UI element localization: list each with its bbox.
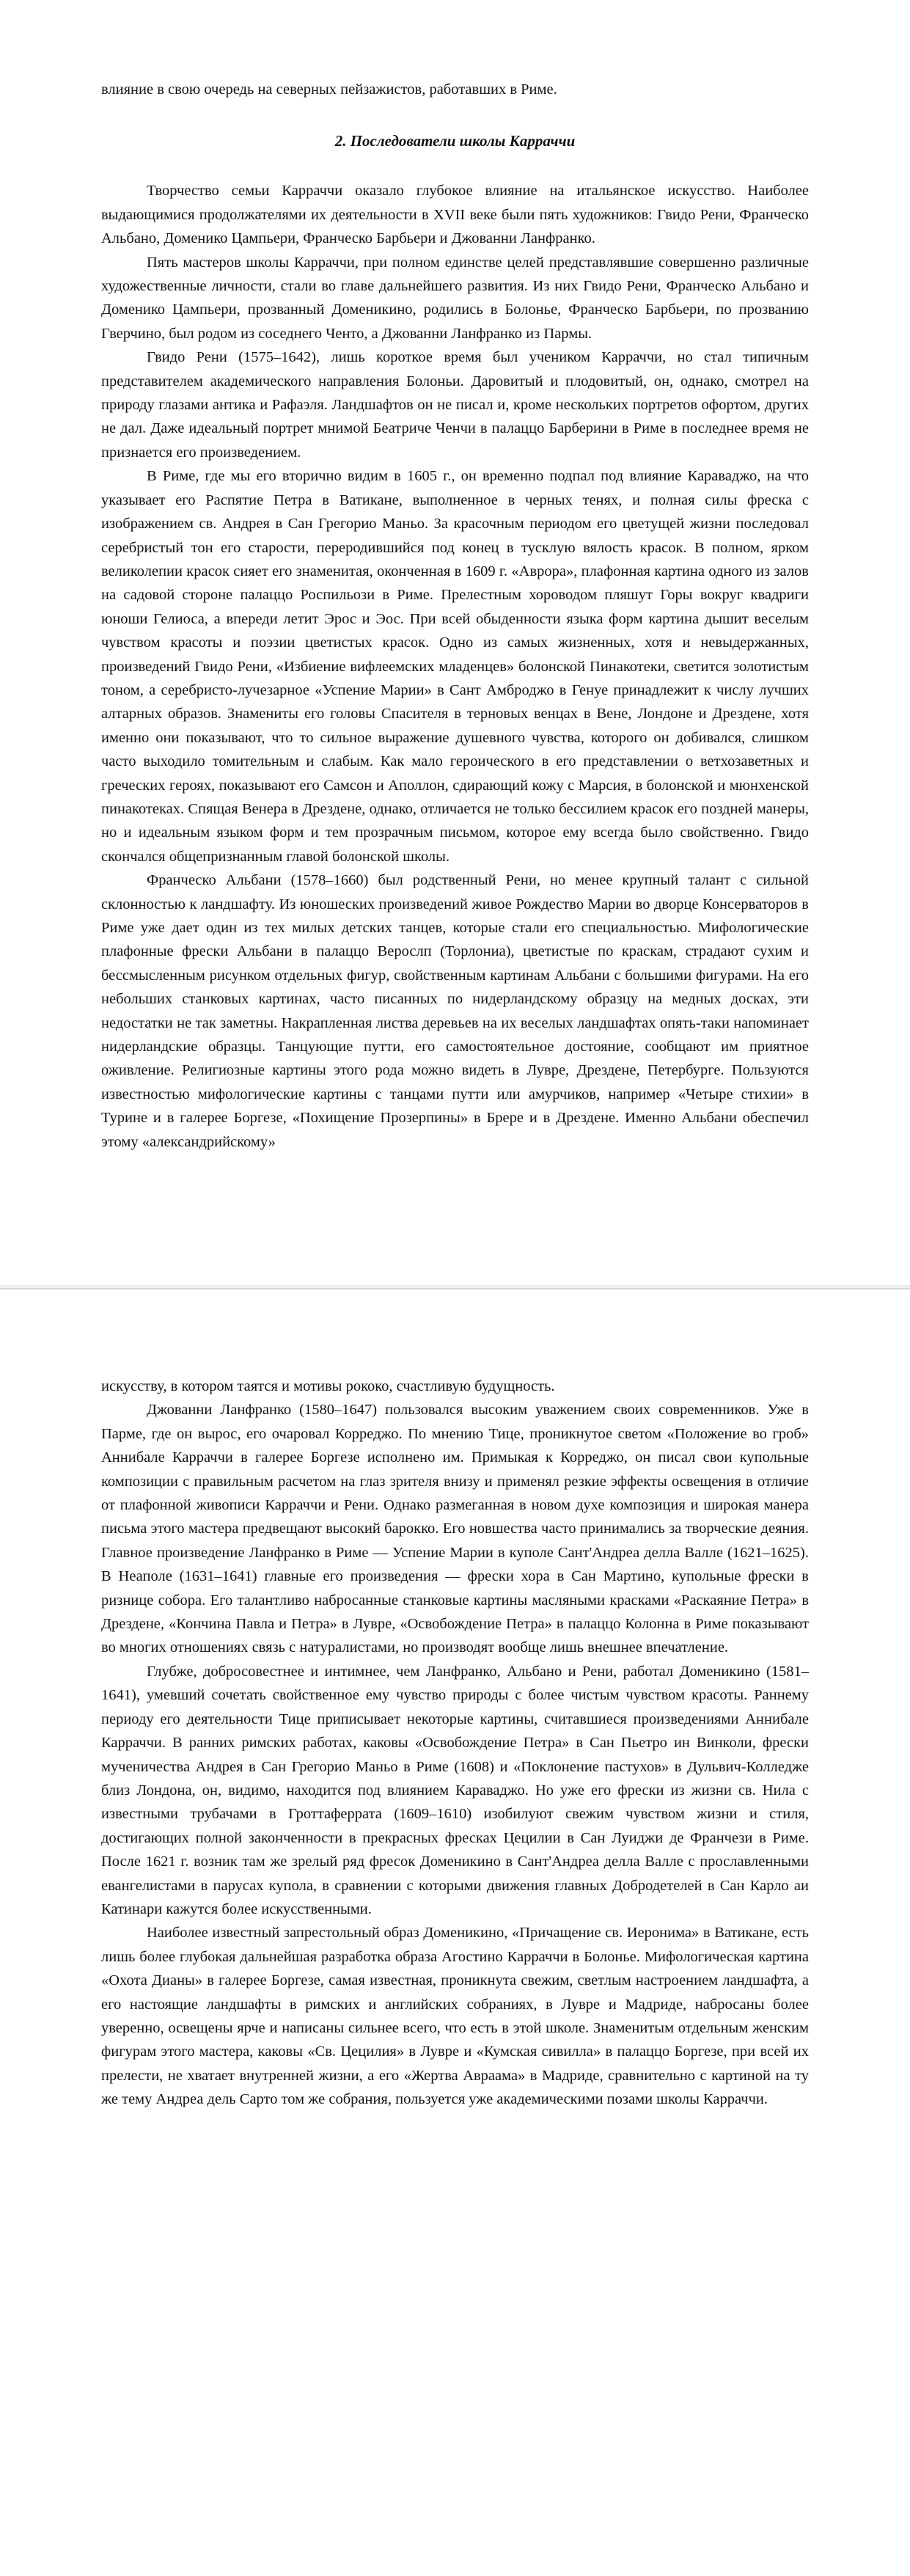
paragraph: Глубже, добросовестнее и интимнее, чем Ланфранко, Альбано и Рени, работал Доменикино (1581–1641), умевший сочетать свойственное ему чувство природы с более чистым чувством красоты. Раннему периоду его деятельности Тице приписывает некоторые картины, считавшиеся произведениями Аннибале Карраччи. В ранних римских работах, каковы «Освобождение Петра» в Сан Пьетро ин Винколи, фрески мученичества Андрея в Сан Грегорио Маньо в Риме (1608) и «Поклонение пастухов» в Дульвич-Колледже близ Лондона, он, видимо, находится под влиянием Караваджо. Но уже его фрески из жизни св. Нила с известными трубачами в Гроттаферрата (1609–1610) изобилуют свежим чувством жизни и стиля, достигающих полной законченности в прекрасных фресках Цецилии в Сан Луиджи де Франчези в Риме. После 1621 г. возник там же зрелый ряд фресок Доменикино в Сант'Андреа делла Валле с прославленными евангелистами в парусах купола, в сравнении с которыми движения главных Добродетелей в Сан Карло аи Катинари кажутся более искусственными. [101,1663,809,1917]
document-page-1 [0,0,910,1284]
page-divider [0,1288,910,1289]
section-heading: 2. Последователи школы Карраччи [334,132,576,150]
opening-fragment: влияние в свою очередь на северных пейзажистов, работавших в Риме. [101,81,557,98]
paragraph: Джованни Ланфранко (1580–1647) пользовался высоким уважением своих современников. Уже в Парме, где он вырос, его очаровал Корреджо. По мнению Тице, проникнутое светом «Положение во гроб» Аннибале Карраччи в галерее Боргезе исполнено им. Примыкая к Корреджо, он писал свои купольные композиции с правильным расчетом на глаз зрителя внизу и применял резкие эффекты освещения в отличие от плафонной живописи Карраччи и Рени. Однако размеганная в новом духе композиция и широкая манера письма этого мастера предвещают высокий барокко. Его новшества часто принимались за творческие деяния. Главное произведение Ланфранко в Риме — Успение Марии в куполе Сант'Андреа делла Валле (1621–1625). В Неаполе (1631–1641) главные его произведения — фрески хора в Сан Мартино, купольные фрески в ризнице собора. Его талантливо набросанные станковые картины масляными красками «Раскаяние Петра» в Дрездене, «Кончина Павла и Петра» в Лувре, «Освобождение Петра» в палаццо Колонна в Риме показывают во многих отношениях связь с натуралистами, но производят вообще лишь внешнее впечатление. [101,1402,809,1656]
opening-fragment: искусству, в котором таятся и мотивы рококо, счастливую будущность. [101,1378,555,1394]
paragraph: Наиболее известный запрестольный образ Доменикино, «Причащение св. Иеронима» в Ватикане, есть лишь более глубокая дальнейшая разработка образа Агостино Карраччи в Болонье. Мифологическая картина «Охота Дианы» в галерее Боргезе, самая известная, проникнута свежим, светлым настроением ландшафта, а его настоящие ландшафты в римских и английских собраниях, в Лувре и Мадриде, набросаны более уверенно, освещены ярче и написаны сильнее всего, что есть в этой школе. Знаменитым отдельным женским фигурам этого мастера, каковы «Св. Цецилия» в Лувре и «Кумская сивилла» в палаццо Боргезе, при всей их прелести, не хватает внутренней жизни, а его «Жертва Авраама» в Мадриде, сравнительно с картиной на ту же тему Андреа дель Сарто том же собрания, пользуется уже академическими позами школы Карраччи. [101,1925,809,2108]
document-page-2 [0,1292,910,2576]
paragraph: В Риме, где мы его вторично видим в 1605 г., он временно подпал под влияние Караваджо, на что указывает его Распятие Петра в Ватикане, выполненное в черных тенях, и полная силы фреска с изображением св. Андрея в Сан Грегорио Маньо. За красочным периодом его цветущей жизни последовал серебристый тон его старости, переродившийся под конец в тусклую вялость красок. В полном, ярком великолепии красок сияет его знаменитая, оконченная в 1609 г. «Аврора», плафонная картина одного из залов на садовой стороне палаццо Роспильози в Риме. Прелестным хороводом пляшут Горы вокруг квадриги юноши Гелиоса, а впереди летит Эрос и Эос. При всей обыденности языка форм картина дышит веселым чувством красоты и поэзии цветистых красок. Одно из самых жизненных, хотя и невыдержанных, произведений Гвидо Рени, «Избиение вифлеемских младенцев» болонской Пинакотеки, светится золотистым тоном, а серебристо-лучезарное «Успение Марии» в Сант Амброджо в Генуе принадлежит к числу лучших алтарных образов. Знамениты его головы Спасителя в терновых венцах в Вене, Лондоне и Дрездене, хотя именно они показывают, что то сильное выражение душевного чувства, которого он добивался, слишком часто выходило томительным и слабым. Как мало героического в его представлении о ветхозаветных и греческих героях, показывают его Самсон и Аполлон, сдирающий кожу с Марсия, в болонской и мюнхенской пинакотеках. Спящая Венера в Дрездене, однако, отличается не только бессилием красок его поздней манеры, но и идеальным языком форм и тем прозрачным письмом, которое ему всегда было свойственно. Гвидо скончался общепризнанным главой болонской школы. [101,468,809,865]
paragraph: Пять мастеров школы Карраччи, при полном единстве целей представлявшие совершенно различные художественные личности, стали во главе дальнейшего развития. Из них Гвидо Рени, Франческо Альбано и Доменико Цампьери, прозванный Доменикино, родились в Болонье, Франческо Барбьери, по прозванию Гверчино, был родом из соседнего Ченто, а Джованни Ланфранко из Пармы. [101,254,809,342]
paragraph: Франческо Альбани (1578–1660) был родственный Рени, но менее крупный талант с сильной склонностью к ландшафту. Из юношеских произведений живое Рождество Марии во дворце Консерваторов в Риме уже дает один из тех милых детских танцев, которые стали его специальностью. Мифологические плафонные фрески Альбани в палаццо Верослп (Торлониа), цветистые по краскам, страдают сухим и бессмысленным рисунком отдельных фигур, свойственным картинам Альбани с большими фигурами. На его небольших станковых картинах, часто писанных по нидерландскому образцу на медных досках, эти недостатки не так заметны. Накрапленная листва деревьев на их веселых ландшафтах опять-таки напоминает нидерландские образцы. Танцующие путти, его самостоятельное достояние, сообщают им приятное оживление. Религиозные картины этого рода можно видеть в Лувре, Дрездене, Петербурге. Пользуются известностью мифологические картины с танцами путти или амурчиков, например «Четыре стихии» в Турине и в галерее Боргезе, «Похищение Прозерпины» в Брере и в Дрездене. Именно Альбани обеспечил этому «александрийскому» [101,872,809,1150]
paragraph: Творчество семьи Карраччи оказало глубокое влияние на итальянское искусство. Наиболее выдающимися продолжателями их деятельности в XVII веке были пять художников: Гвидо Рени, Франческо Альбано, Доменико Цампьери, Франческо Барбьери и Джованни Ланфранко. [101,183,809,247]
paragraph: Гвидо Рени (1575–1642), лишь короткое время был учеником Карраччи, но стал типичным представителем академического направления Болоньи. Даровитый и плодовитый, он, однако, смотрел на природу глазами антика и Рафаэля. Ландшафтов он не писал и, кроме нескольких портретов офортом, других не дал. Даже идеальный портрет мнимой Беатриче Ченчи в палаццо Барберини в Риме в последнее время не признается его произведением. [101,349,809,461]
